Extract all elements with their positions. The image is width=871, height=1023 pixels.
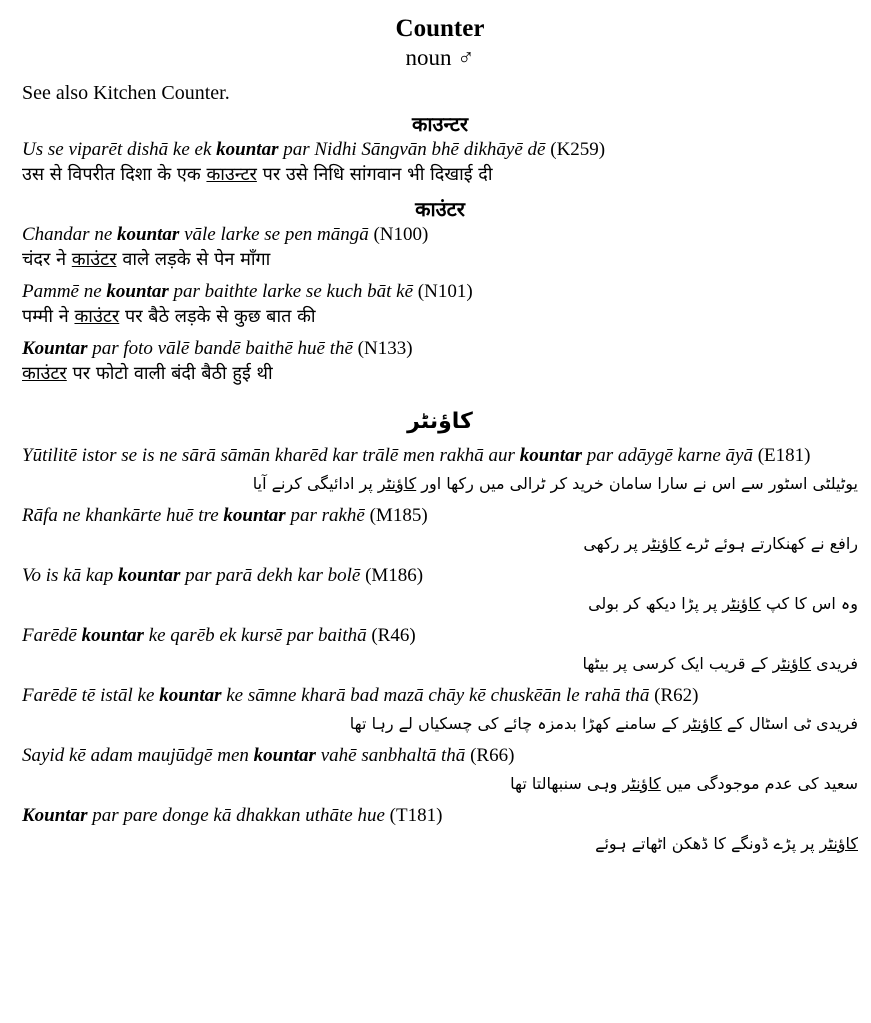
keyword-underlined: کاؤنٹر [683, 714, 722, 733]
example-sentence [22, 280, 858, 329]
transliteration-line: Sayid kē adam maujūdgē men kountar vahē sanbhaltā thā (R66) [22, 745, 515, 766]
spelling-section-urdu [22, 400, 858, 858]
transliteration-line: Yūtilitē istor se is ne sārā sāmān kharēd kar trālē men rakhā aur kountar par adāygē karne āyā (E181) [22, 445, 811, 466]
part-of-speech: noun ♂ [405, 45, 475, 70]
keyword: kountar [159, 685, 222, 706]
script-line: سعید کی عدم موجودگی میں کاؤنٹر وہی سنبھالتا تھا [510, 774, 858, 793]
keyword: Kountar [22, 338, 88, 359]
example-sentence [22, 444, 858, 498]
keyword: kountar [118, 565, 181, 586]
keyword: kountar [519, 445, 582, 466]
transliteration-line: Pammē ne kountar par baithte larke se kuch bāt kē (N101) [22, 281, 473, 302]
example-sentence [22, 138, 858, 187]
keyword-underlined: کاؤنٹر [622, 774, 661, 793]
keyword-underlined: کاؤنٹر [377, 474, 417, 493]
example-sentence [22, 684, 858, 738]
source-reference: (N101) [413, 281, 473, 302]
section-heading: काउन्टर [411, 112, 469, 136]
keyword: Kountar [22, 805, 88, 826]
transliteration-line: Us se viparēt dishā ke ek kountar par Nidhi Sāngvān bhē dikhāyē dē (K259) [22, 139, 606, 160]
script-line: उस से विपरीत दिशा के एक काउन्टर पर उसे निधि सांगवान भी दिखाई दी [22, 164, 493, 185]
transliteration-line: Kountar par foto vālē bandē baithē huē thē (N133) [22, 338, 413, 359]
transliteration-line: Vo is kā kap kountar par parā dekh kar bolē (M186) [22, 565, 424, 586]
transliteration-line: Kountar par pare donge kā dhakkan uthāte hue (T181) [22, 805, 443, 826]
example-sentence [22, 744, 858, 798]
example-sentence [22, 223, 858, 272]
script-line: فریدی کاؤنٹر کے قریب ایک کرسی پر بیٹھا [582, 654, 858, 673]
script-line: पम्मी ने काउंटर पर बैठे लड़के से कुछ बात की [22, 306, 316, 327]
keyword: kountar [117, 224, 180, 245]
example-sentence [22, 504, 858, 558]
keyword-underlined: کاؤنٹر [642, 534, 682, 553]
keyword-underlined: کاؤنٹر [722, 594, 761, 613]
keyword-underlined: کاؤنٹر [772, 654, 812, 673]
section-heading: काउंटर [415, 197, 465, 221]
source-reference: (M186) [360, 565, 424, 586]
source-reference: (R46) [366, 625, 416, 646]
example-sentence [22, 564, 858, 618]
keyword: kountar [253, 745, 316, 766]
source-reference: (R62) [649, 685, 699, 706]
keyword-underlined: काउंटर [71, 249, 117, 270]
transliteration-line: Farēdē kountar ke qarēb ek kursē par baithā (R46) [22, 625, 416, 646]
script-line: کاؤنٹر پر پڑے ڈونگے کا ڈھکن اٹھاتے ہوئے [595, 834, 858, 853]
dictionary-entry [22, 14, 858, 864]
section-heading: کاؤنٹر [407, 409, 473, 434]
spelling-section-devanagari-2 [22, 195, 858, 386]
keyword-underlined: کاؤنٹر [819, 834, 858, 853]
source-reference: (T181) [384, 805, 443, 826]
source-reference: (N133) [352, 338, 413, 359]
script-line: فریدی ٹی اسٹال کے کاؤنٹر کے سامنے کھڑا بدمزہ چائے کی چسکیاں لے رہا تھا [349, 714, 858, 733]
script-line: یوٹیلٹی اسٹور سے اس نے سارا سامان خرید کر ٹرالی میں رکھا اور کاؤنٹر پر ادائیگی کرنے آیا [252, 474, 858, 493]
source-reference: (R66) [465, 745, 515, 766]
example-sentence [22, 804, 858, 858]
script-line: काउंटर पर फोटो वाली बंदी बैठी हुई थी [22, 363, 273, 384]
keyword: kountar [81, 625, 144, 646]
transliteration-line: Farēdē tē istāl ke kountar ke sāmne kharā bad mazā chāy kē chuskēān le rahā thā (R62) [22, 685, 699, 706]
source-reference: (E181) [752, 445, 811, 466]
transliteration-line: Chandar ne kountar vāle larke se pen māngā (N100) [22, 224, 429, 245]
transliteration-line: Rāfa ne khankārte huē tre kountar par rakhē (M185) [22, 505, 428, 526]
source-reference: (N100) [368, 224, 429, 245]
example-sentence [22, 337, 858, 386]
example-sentence [22, 624, 858, 678]
keyword: kountar [216, 139, 279, 160]
headword: Counter [395, 15, 485, 42]
keyword-underlined: काउंटर [22, 363, 67, 384]
script-line: وہ اس کا کپ کاؤنٹر پر پڑا دیکھ کر بولی [588, 594, 858, 613]
keyword-underlined: काउंटर [74, 306, 120, 327]
keyword: kountar [106, 281, 169, 302]
source-reference: (K259) [545, 139, 606, 160]
see-also-note: See also Kitchen Counter. [22, 82, 230, 104]
spelling-section-devanagari-1 [22, 110, 858, 187]
keyword-underlined: काउन्टर [206, 164, 257, 185]
source-reference: (M185) [364, 505, 428, 526]
script-line: चंदर ने काउंटर वाले लड़के से पेन माँगा [22, 249, 271, 270]
keyword: kountar [223, 505, 286, 526]
script-line: رافع نے کھنکارتے ہوئے ٹرے کاؤنٹر پر رکھی [583, 534, 858, 553]
